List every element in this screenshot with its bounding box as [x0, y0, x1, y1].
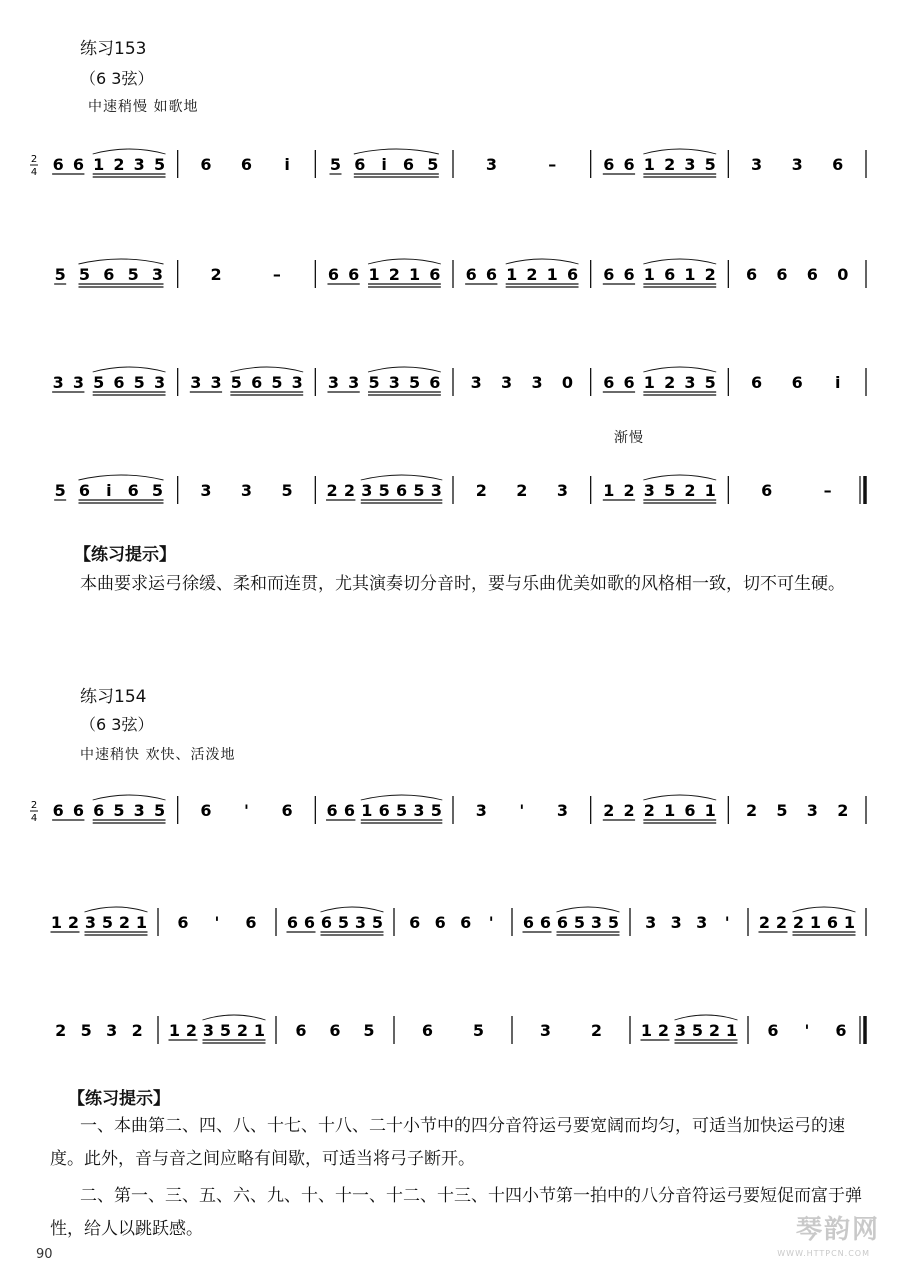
note: 6	[623, 155, 635, 174]
note: 6	[603, 155, 615, 174]
time-signature-numerator: 2	[30, 800, 38, 811]
note: 3	[388, 373, 400, 392]
note: 3	[240, 481, 253, 500]
score-exercise-154	[0, 768, 900, 1068]
note: '	[488, 913, 494, 932]
note: 1	[253, 1021, 266, 1040]
time-signature-denominator: 4	[30, 167, 38, 178]
note: 6	[522, 913, 535, 932]
note: 6	[409, 913, 421, 932]
note: 5	[472, 1021, 485, 1040]
note: 2	[664, 155, 676, 174]
note: '	[804, 1021, 810, 1040]
note: 5	[691, 1021, 704, 1040]
note: 0	[837, 265, 849, 284]
note: 2	[603, 801, 615, 820]
hint-paragraph: 二、第一、三、五、六、九、十、十一、十二、十三、十四小节第一拍中的八分音符运弓要短促而富于弹性，给人以跳跃感。	[50, 1186, 862, 1239]
note: 6	[103, 265, 115, 284]
note: 3	[645, 913, 657, 932]
note: 6	[348, 265, 360, 284]
slur	[354, 149, 439, 154]
watermark-url: WWW.HTTPCN.COM	[777, 1249, 870, 1258]
note: 6	[767, 1021, 779, 1040]
score-exercise-153	[0, 120, 900, 510]
note: 3	[684, 155, 696, 174]
note: i	[381, 155, 387, 174]
note: 5	[704, 373, 716, 392]
note: 2	[643, 801, 655, 820]
note: 5	[93, 373, 105, 392]
note: 6	[378, 801, 390, 820]
note: 1	[135, 913, 148, 932]
note: 6	[245, 913, 257, 932]
note: 6	[281, 801, 293, 820]
note: 5	[329, 155, 342, 174]
note: 6	[460, 913, 472, 932]
note: 5	[704, 155, 716, 174]
note: 2	[792, 913, 805, 932]
note: 6	[354, 155, 366, 174]
note: 5	[80, 1021, 92, 1040]
tempo-marking: 中速稍慢 如歌地	[88, 99, 199, 115]
note: 6	[465, 265, 477, 284]
note: 6	[826, 913, 839, 932]
note: 3	[84, 913, 97, 932]
note: 5	[368, 373, 380, 392]
note: 3	[133, 155, 145, 174]
note: 3	[485, 155, 497, 174]
note: 2	[210, 265, 222, 284]
note: 2	[623, 801, 635, 820]
note: 2	[343, 481, 355, 500]
note: 5	[54, 265, 66, 284]
slur	[557, 907, 620, 912]
note: 5	[427, 155, 439, 174]
note: 6	[776, 265, 788, 284]
note: 1	[361, 801, 373, 820]
note: 6	[684, 801, 696, 820]
time-signature-denominator: 4	[30, 813, 38, 824]
note: 3	[413, 801, 425, 820]
slur	[643, 367, 716, 372]
note: 6	[127, 481, 139, 500]
note: 6	[623, 265, 635, 284]
note: 6	[751, 373, 763, 392]
note: 5	[113, 801, 125, 820]
note: 5	[395, 801, 408, 820]
slur	[79, 475, 164, 480]
note: 0	[561, 373, 574, 392]
slur	[230, 367, 303, 372]
note: 1	[546, 265, 558, 284]
note: 3	[531, 373, 543, 392]
note: 2	[388, 265, 400, 284]
note: 2	[475, 481, 487, 500]
note: 3	[200, 481, 212, 500]
note: 6	[327, 265, 340, 284]
hint-title: 【练习提示】	[68, 1089, 170, 1109]
note: 6	[745, 265, 758, 284]
note: 3	[190, 373, 202, 392]
note: 5	[127, 265, 139, 284]
note: 2	[55, 1021, 67, 1040]
note: 5	[230, 373, 242, 392]
note: 3	[354, 913, 367, 932]
note: 2	[326, 481, 338, 500]
note: 1	[664, 801, 676, 820]
slur	[93, 149, 166, 154]
note: i	[106, 481, 112, 500]
note: 6	[402, 155, 415, 174]
watermark-logo: 琴韵网	[795, 1215, 880, 1245]
note: 1	[704, 801, 716, 820]
note: 1	[409, 265, 421, 284]
note: 6	[434, 913, 446, 932]
note: 1	[843, 913, 856, 932]
note: 5	[371, 913, 384, 932]
note: 5	[133, 373, 145, 392]
note: 3	[348, 373, 360, 392]
note: 5	[776, 801, 788, 820]
note: 1	[643, 265, 655, 284]
note: 6	[52, 155, 64, 174]
note: 5	[219, 1021, 232, 1040]
note: 6	[329, 1021, 341, 1040]
note: 3	[590, 913, 603, 932]
note: '	[519, 801, 525, 820]
note: 6	[623, 373, 635, 392]
note: 1	[640, 1021, 653, 1040]
note: 2	[131, 1021, 143, 1040]
note: 6	[93, 801, 105, 820]
note: 1	[684, 265, 696, 284]
note: 6	[343, 801, 355, 820]
note: 5	[409, 373, 421, 392]
note: 6	[72, 155, 84, 174]
exercise-title: 练习154	[80, 687, 147, 707]
hint-paragraph: 本曲要求运弓徐缓、柔和而连贯，尤其演奏切分音时，要与乐曲优美如歌的风格相一致，切不可生硬。	[80, 574, 845, 594]
note: 6	[286, 913, 299, 932]
page-number: 90	[36, 1247, 53, 1262]
note: 6	[603, 265, 615, 284]
slur	[368, 367, 441, 372]
slur	[93, 367, 166, 372]
note: 6	[835, 1021, 847, 1040]
note: 1	[168, 1021, 181, 1040]
hint-title: 【练习提示】	[74, 545, 176, 565]
note: 6	[177, 913, 189, 932]
note: 3	[556, 481, 568, 500]
note: 5	[413, 481, 425, 500]
note: 3	[670, 913, 682, 932]
note: 5	[281, 481, 293, 500]
note: i	[284, 155, 290, 174]
slur	[85, 907, 148, 912]
slur	[93, 795, 166, 800]
note: 6	[664, 265, 676, 284]
note: 6	[326, 801, 338, 820]
note: 6	[52, 801, 64, 820]
note: 6	[303, 913, 316, 932]
note: 6	[791, 373, 803, 392]
note: 3	[791, 155, 803, 174]
note: 5	[573, 913, 586, 932]
note: 3	[539, 1021, 552, 1040]
note: 2	[708, 1021, 721, 1040]
note: 6	[832, 155, 844, 174]
note: 6	[295, 1021, 307, 1040]
note: 2	[118, 913, 131, 932]
note: –	[548, 155, 557, 174]
note: 3	[556, 801, 568, 820]
note: 2	[526, 265, 538, 284]
note: 3	[210, 373, 222, 392]
note: 5	[363, 1021, 375, 1040]
note: 3	[696, 913, 708, 932]
note: 1	[643, 155, 655, 174]
note: 6	[72, 801, 84, 820]
note: 3	[684, 373, 696, 392]
note: 6	[395, 481, 408, 500]
note: 6	[429, 265, 441, 284]
note: 6	[320, 913, 333, 932]
note: 2	[67, 913, 80, 932]
note: 5	[151, 481, 164, 500]
tempo-marking: 中速稍快 欢快、活泼地	[80, 747, 236, 763]
note: –	[823, 481, 832, 500]
slur	[203, 1015, 266, 1020]
note: 5	[337, 913, 350, 932]
note: 2	[745, 801, 758, 820]
slur	[643, 259, 716, 264]
note: 3	[643, 481, 655, 500]
note: 6	[566, 265, 579, 284]
note: 6	[429, 373, 441, 392]
note: 5	[78, 265, 91, 284]
note: 2	[516, 481, 528, 500]
ritardando-marking: 渐慢	[614, 430, 644, 446]
slur	[675, 1015, 738, 1020]
note: 3	[751, 155, 763, 174]
slur	[506, 259, 579, 264]
note: 3	[133, 801, 145, 820]
slur	[79, 259, 164, 264]
note: –	[272, 265, 281, 284]
note: 5	[430, 801, 442, 820]
note: 2	[758, 913, 771, 932]
note: 6	[485, 265, 497, 284]
note: 1	[93, 155, 105, 174]
note: 1	[603, 481, 615, 500]
note: 3	[52, 373, 64, 392]
note: 6	[78, 481, 91, 500]
note: 3	[327, 373, 340, 392]
note: 2	[704, 265, 716, 284]
note: 6	[113, 373, 125, 392]
note: 1	[50, 913, 63, 932]
note: 5	[153, 155, 166, 174]
note: 3	[72, 373, 84, 392]
note: 5	[607, 913, 620, 932]
slur	[643, 475, 716, 480]
note: 2	[113, 155, 125, 174]
note: 6	[251, 373, 263, 392]
note: 1	[725, 1021, 738, 1040]
note: 3	[470, 373, 482, 392]
note: 5	[153, 801, 166, 820]
note: 6	[539, 913, 552, 932]
note: 3	[106, 1021, 118, 1040]
note: 5	[101, 913, 114, 932]
note: 2	[657, 1021, 670, 1040]
slur	[793, 907, 856, 912]
hint-paragraph: 一、本曲第二、四、八、十七、十八、二十小节中的四分音符运弓要宽阔而均匀，可适当加快运弓的速度。此外，音与音之间应略有间歇，可适当将弓子断开。	[50, 1116, 845, 1169]
note: 1	[368, 265, 380, 284]
slur	[368, 259, 441, 264]
note: 6	[761, 481, 773, 500]
note: 1	[704, 481, 716, 500]
note: 1	[809, 913, 822, 932]
exercise-title: 练习153	[80, 39, 147, 59]
string-indication: （6 3弦）	[80, 715, 154, 734]
note: 2	[236, 1021, 249, 1040]
note: 6	[421, 1021, 434, 1040]
slur	[643, 149, 716, 154]
note: i	[834, 373, 841, 392]
note: 1	[643, 373, 655, 392]
note: 2	[623, 481, 635, 500]
note: 2	[185, 1021, 198, 1040]
note: 2	[775, 913, 788, 932]
note: 3	[153, 373, 166, 392]
note: 5	[271, 373, 283, 392]
string-indication: （6 3弦）	[80, 69, 154, 88]
note: 5	[378, 481, 390, 500]
note: 1	[506, 265, 518, 284]
note: 3	[501, 373, 513, 392]
note: 3	[430, 481, 442, 500]
note: 5	[54, 481, 66, 500]
note: '	[724, 913, 730, 932]
note: 6	[240, 155, 253, 174]
note: 6	[200, 155, 212, 174]
slur	[321, 907, 384, 912]
note: 3	[361, 481, 373, 500]
note: 3	[291, 373, 303, 392]
note: 6	[603, 373, 615, 392]
note: 6	[556, 913, 569, 932]
note: 3	[674, 1021, 687, 1040]
slur	[361, 475, 443, 480]
note: 2	[837, 801, 849, 820]
note: '	[244, 801, 249, 820]
note: '	[214, 913, 220, 932]
note: 5	[664, 481, 676, 500]
slur	[361, 795, 443, 800]
note: 2	[684, 481, 696, 500]
note: 2	[664, 373, 676, 392]
note: 3	[806, 801, 818, 820]
slur	[643, 795, 716, 800]
note: 6	[806, 265, 818, 284]
note: 3	[475, 801, 487, 820]
time-signature-numerator: 2	[30, 154, 38, 165]
note: 6	[200, 801, 212, 820]
note: 3	[151, 265, 164, 284]
note: 3	[202, 1021, 215, 1040]
note: 2	[590, 1021, 603, 1040]
